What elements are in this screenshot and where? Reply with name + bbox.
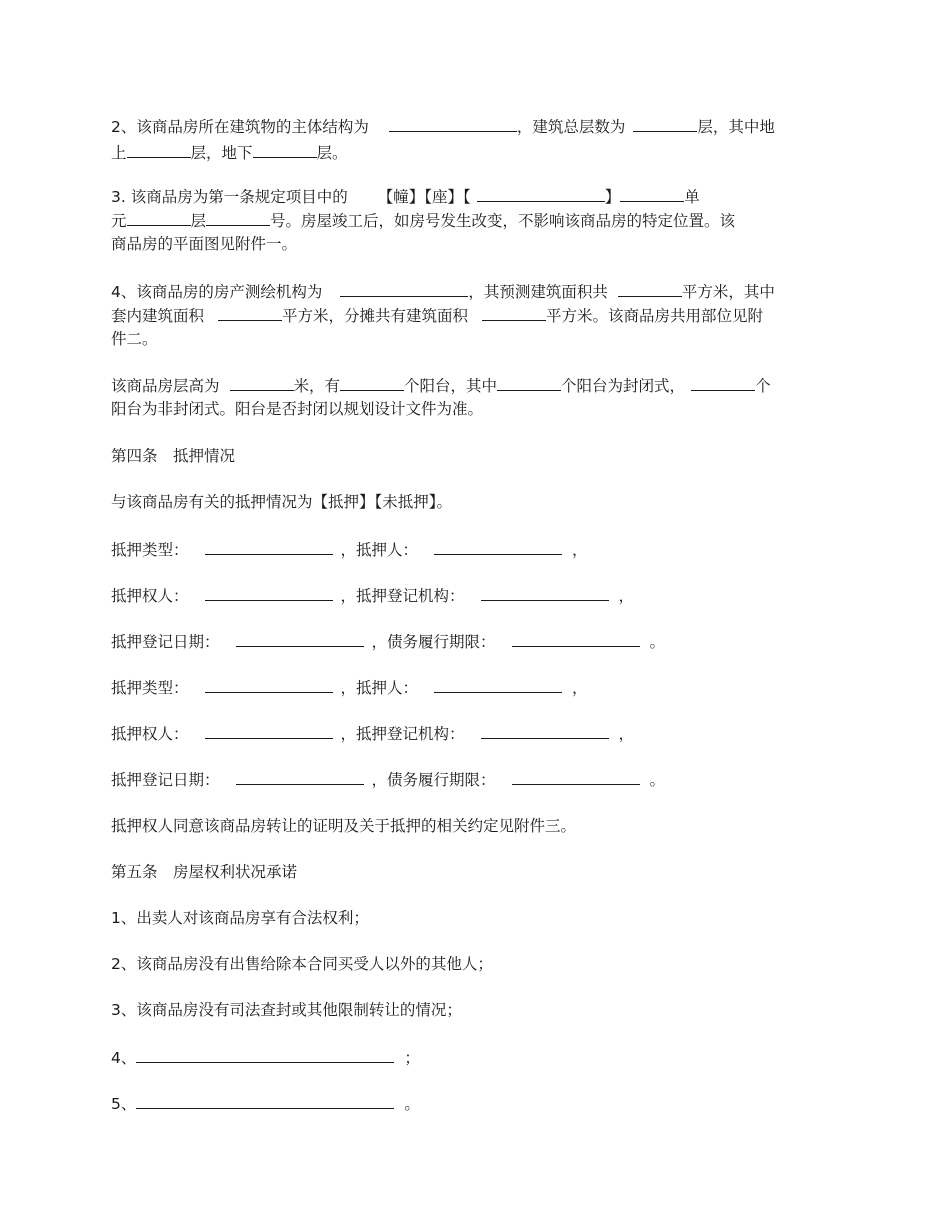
punct: ，	[572, 679, 588, 697]
punct: 。	[649, 771, 666, 789]
text: 】	[604, 188, 621, 206]
mortgage-row-date-1	[111, 629, 841, 654]
blank-mortgagor[interactable]	[434, 675, 562, 693]
label: ，抵押人：	[340, 679, 419, 697]
text: 平方米，其中	[681, 283, 775, 301]
text: 元	[111, 212, 127, 230]
blank-unit[interactable]	[620, 184, 684, 202]
section-title: 第五条 房屋权利状况承诺	[111, 863, 298, 881]
item2-line1	[111, 114, 841, 139]
text: 平方米，分摊共有建筑面积	[282, 307, 469, 325]
section-title: 第四条 抵押情况	[111, 447, 236, 465]
text: 抵押权人同意该商品房转让的证明及关于抵押的相关约定见附件三。	[111, 817, 577, 835]
mortgage-row-holder-2	[111, 721, 841, 746]
blank-debt-term[interactable]	[512, 767, 640, 785]
promise-item-2	[111, 952, 841, 976]
text: 件二。	[111, 330, 158, 348]
blank-closed-balconies[interactable]	[497, 373, 561, 391]
label: 抵押登记日期：	[111, 633, 220, 651]
text: 4、该商品房的房产测绘机构为	[111, 283, 323, 301]
mortgage-row-type-1	[111, 537, 841, 562]
promise-item-3	[111, 998, 841, 1022]
mortgage-consent	[111, 814, 841, 838]
text: 层，地下	[190, 144, 253, 162]
text: 个阳台为封闭式，	[561, 377, 686, 395]
text: 单	[684, 188, 700, 206]
blank-floor-height[interactable]	[230, 373, 294, 391]
blank-survey-agency[interactable]	[340, 279, 468, 297]
blank-above-ground-floors[interactable]	[127, 140, 191, 158]
item3-line2	[111, 208, 841, 233]
blank-floor[interactable]	[127, 208, 191, 226]
punct: 。	[649, 633, 666, 651]
blank-debt-term[interactable]	[512, 629, 640, 647]
text: 个阳台，其中	[404, 377, 498, 395]
blank-room-number[interactable]	[206, 208, 270, 226]
text: 2、该商品房所在建筑物的主体结构为	[111, 118, 369, 136]
blank-registry[interactable]	[481, 583, 609, 601]
text: 商品房的平面图见附件一。	[111, 235, 298, 253]
item2-line2	[111, 140, 841, 165]
promise-item-1	[111, 906, 841, 930]
clause5-title	[111, 860, 841, 884]
mortgage-row-holder-1	[111, 583, 841, 608]
item4-line2	[111, 303, 841, 328]
text: 号。房屋竣工后，如房号发生改变，不影响该商品房的特定位置。该	[270, 212, 736, 230]
label: 抵押登记日期：	[111, 771, 220, 789]
label: ，抵押登记机构：	[340, 587, 465, 605]
blank-main-structure[interactable]	[389, 114, 517, 132]
blank-predicted-area[interactable]	[618, 279, 682, 297]
blank-underground-floors[interactable]	[253, 140, 317, 158]
mortgage-row-type-2	[111, 675, 841, 700]
label: ，抵押人：	[340, 541, 419, 559]
blank-balcony-count[interactable]	[340, 373, 404, 391]
clause4-title	[111, 444, 841, 468]
blank-mortgagee[interactable]	[205, 583, 333, 601]
punct: 。	[404, 1095, 420, 1113]
blank-mortgage-type[interactable]	[205, 675, 333, 693]
text: 个	[755, 377, 771, 395]
item3-line3	[111, 232, 841, 256]
blank-registration-date[interactable]	[236, 629, 364, 647]
punct: ，	[572, 541, 588, 559]
promise-item-4	[111, 1045, 841, 1070]
text: 该商品房层高为	[111, 377, 220, 395]
blank-registration-date[interactable]	[236, 767, 364, 785]
text: 层。	[316, 144, 348, 162]
item3-line1	[111, 184, 841, 209]
promise-item-5	[111, 1091, 841, 1116]
text: 层	[190, 212, 207, 230]
blank-building-number[interactable]	[477, 184, 605, 202]
item4-line3	[111, 327, 841, 351]
blank-mortgagee[interactable]	[205, 721, 333, 739]
label: 5、	[111, 1095, 137, 1113]
text: 【幢】【座】【	[377, 188, 471, 206]
label: ，抵押登记机构：	[340, 725, 465, 743]
label: 抵押权人：	[111, 725, 189, 743]
item4-line1	[111, 279, 841, 304]
text: 2、该商品房没有出售给除本合同买受人以外的其他人；	[111, 955, 493, 973]
mortgage-status	[111, 490, 841, 514]
label: ，债务履行期限：	[371, 633, 496, 651]
text: 层，其中地	[697, 118, 775, 136]
label: 抵押权人：	[111, 587, 189, 605]
blank-shared-area[interactable]	[482, 303, 546, 321]
text: 与该商品房有关的抵押情况为【抵押】【未抵押】。	[111, 493, 453, 511]
blank-inner-area[interactable]	[218, 303, 282, 321]
punct: ，	[618, 587, 635, 605]
label: ，债务履行期限：	[371, 771, 496, 789]
blank-mortgagor[interactable]	[434, 537, 562, 555]
label: 抵押类型：	[111, 541, 189, 559]
mortgage-row-date-2	[111, 767, 841, 792]
text: 上	[111, 144, 127, 162]
text: 平方米。该商品房共用部位见附	[546, 307, 764, 325]
height-line2	[111, 397, 841, 421]
text: ，建筑总层数为	[516, 118, 626, 136]
text: ，其预测建筑面积共	[468, 283, 608, 301]
punct: ；	[404, 1049, 420, 1067]
blank-total-floors[interactable]	[633, 114, 697, 132]
label: 抵押类型：	[111, 679, 189, 697]
text: 1、出卖人对该商品房享有合法权利；	[111, 909, 369, 927]
text: 3. 该商品房为第一条规定项目中的	[111, 188, 348, 206]
text: 阳台为非封闭式。阳台是否封闭以规划设计文件为准。	[111, 400, 484, 418]
text: 套内建筑面积	[111, 307, 205, 325]
blank-promise-4[interactable]	[136, 1045, 394, 1063]
height-line1	[111, 373, 841, 398]
blank-open-balconies[interactable]	[691, 373, 755, 391]
blank-mortgage-type[interactable]	[205, 537, 333, 555]
punct: ，	[618, 725, 635, 743]
blank-registry[interactable]	[481, 721, 609, 739]
label: 4、	[111, 1049, 137, 1067]
text: 米，有	[293, 377, 341, 395]
blank-promise-5[interactable]	[136, 1091, 394, 1109]
text: 3、该商品房没有司法查封或其他限制转让的情况；	[111, 1001, 462, 1019]
